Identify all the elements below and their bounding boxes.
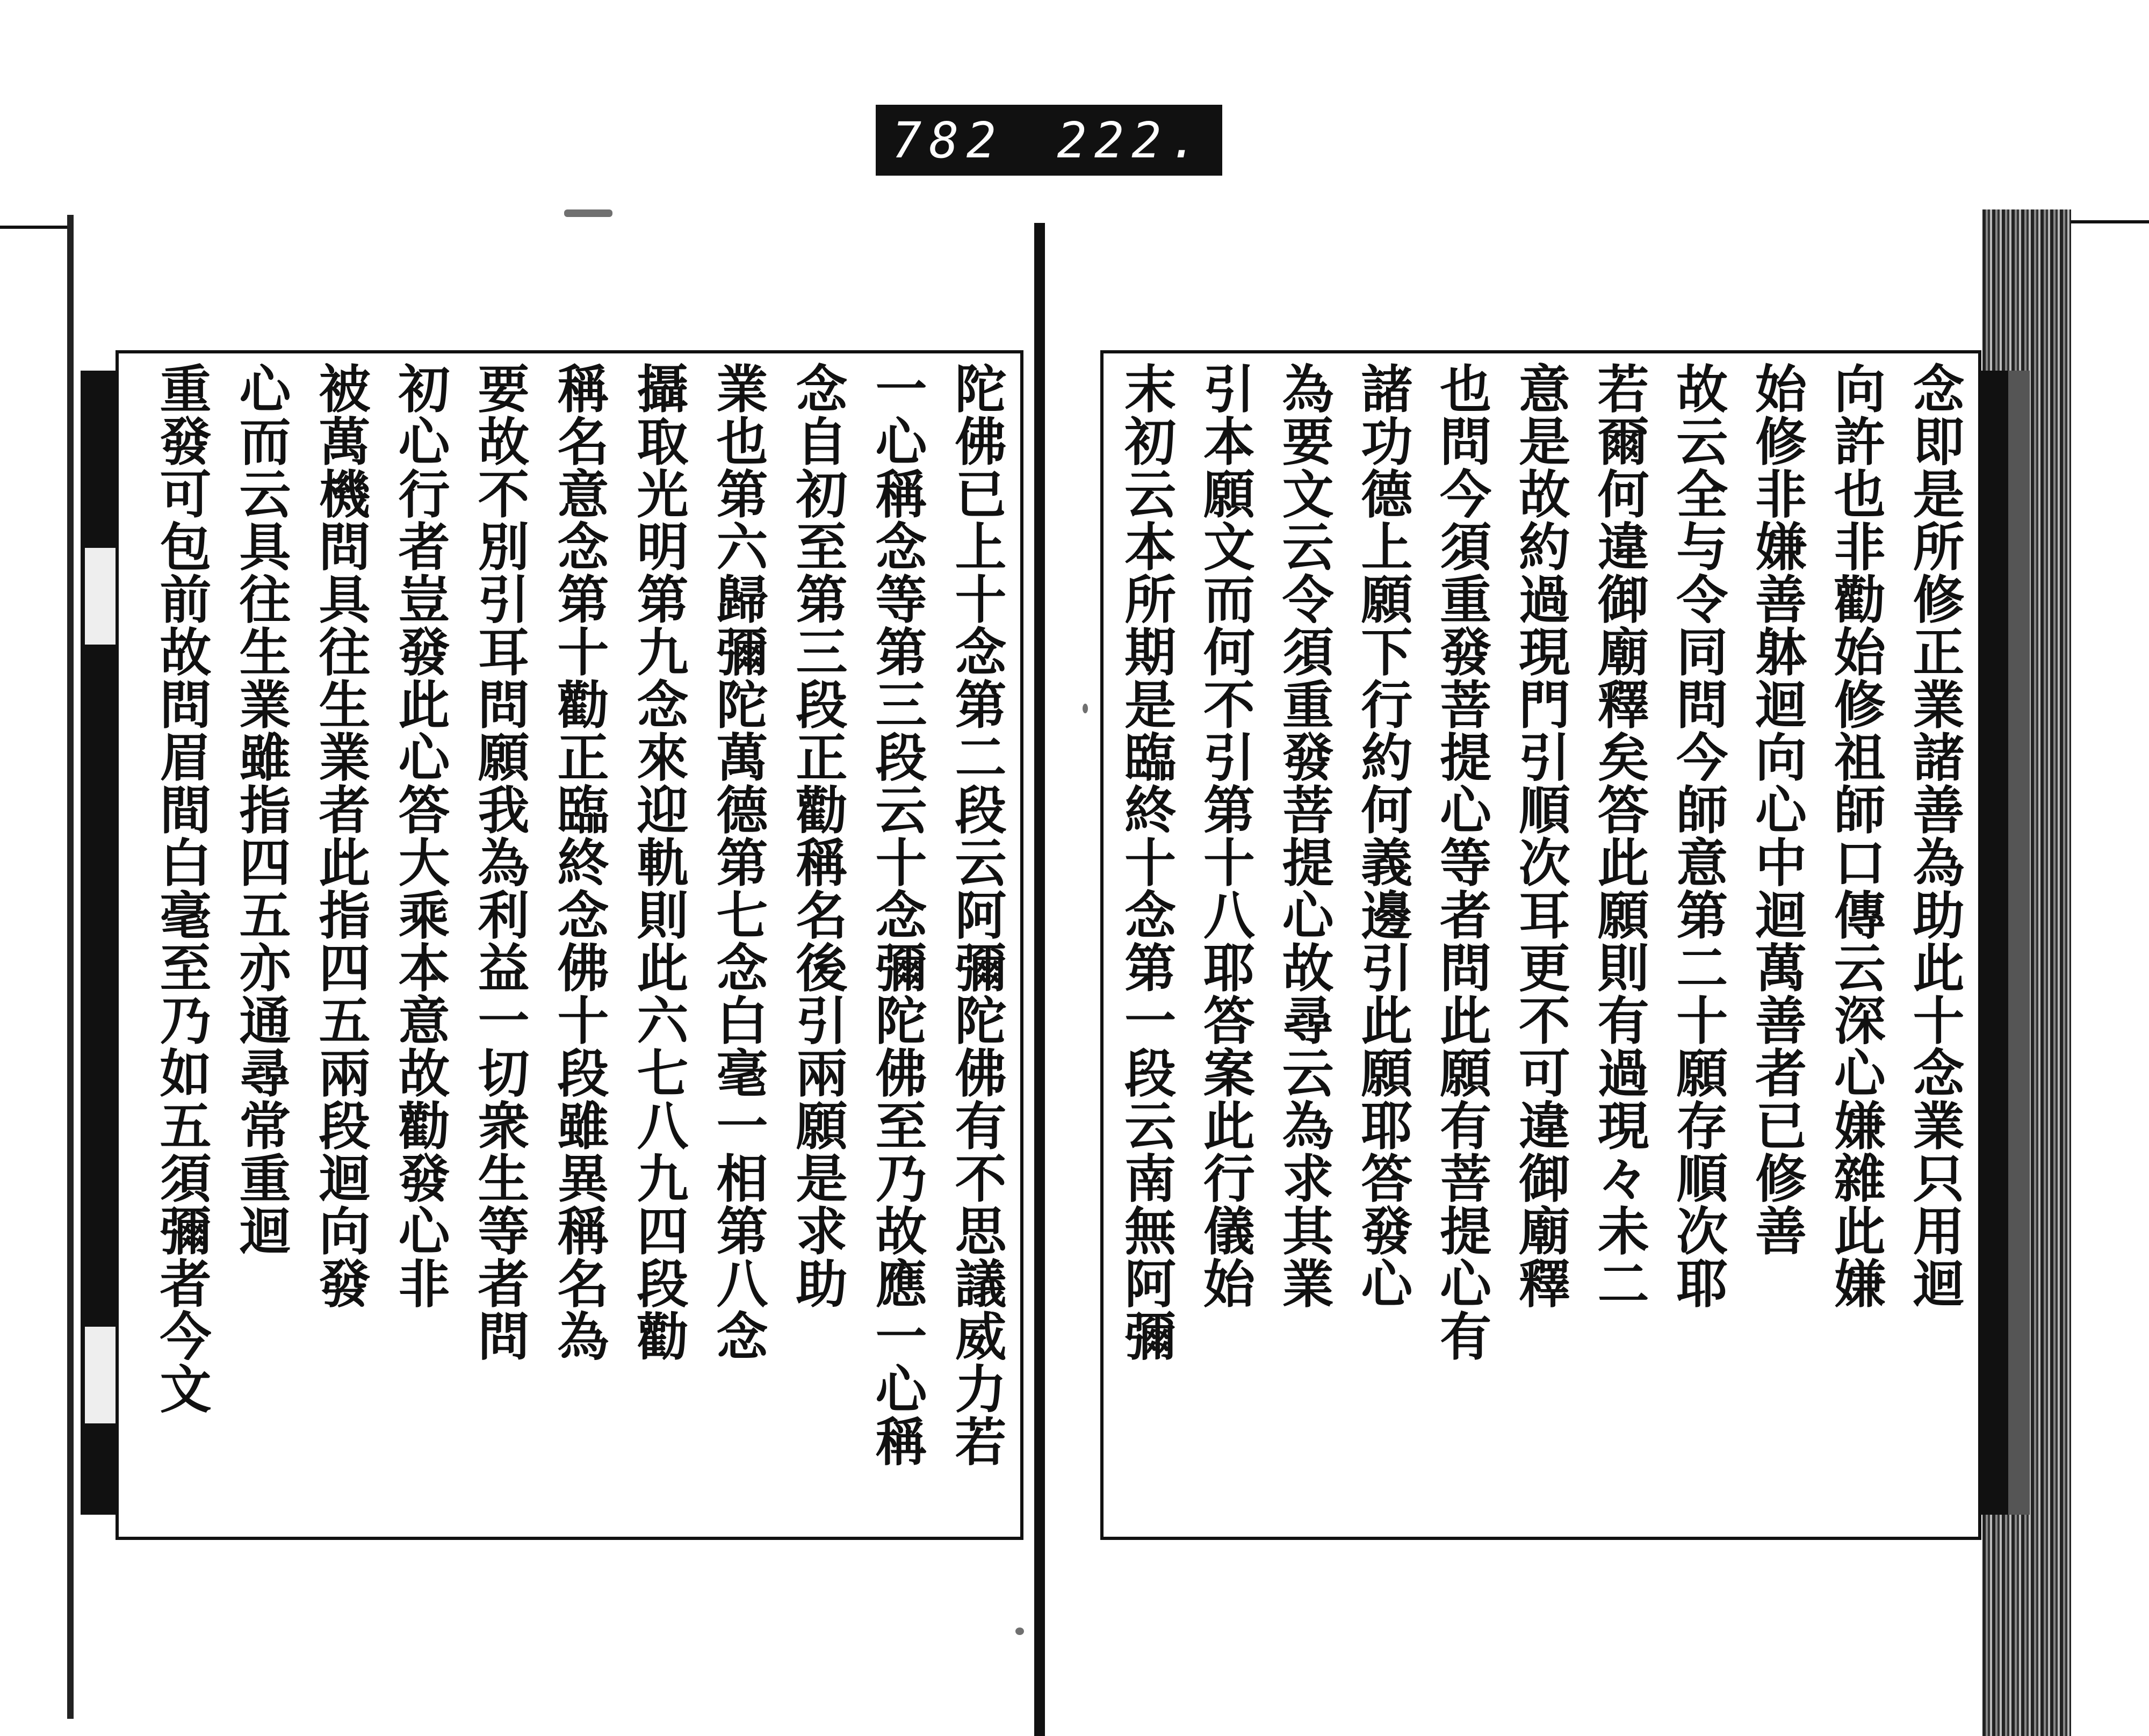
film-frame-label	[876, 105, 1222, 176]
text-column: 稱名意念第十勸正臨終念佛十段雖異稱名為	[549, 362, 610, 1362]
text-column: 諸功德上願下行約何義邊引此願耶答發心	[1352, 362, 1414, 1310]
text-column: 末初云本所期是臨終十念第一段云南無阿彌	[1116, 362, 1177, 1362]
text-column: 若爾何違御廟釋矣答此願則有過現々未二	[1589, 362, 1650, 1310]
text-column: 要故不別引耳問願我為利益一切衆生等者問	[470, 362, 530, 1362]
text-column: 一心稱念等第三段云十念彌陀佛至乃故應一心稱	[867, 362, 928, 1467]
text-column: 念自初至第三段正勸稱名後引兩願是求助	[788, 362, 848, 1310]
text-column: 意是故約過現門引順次耳更不可違御廟釋	[1510, 362, 1571, 1310]
text-column: 念即是所修正業諸善為助此十念業只用迴	[1905, 362, 1965, 1310]
text-column: 始修非嫌善躰迴向心中迴萬善者已修善	[1747, 362, 1808, 1257]
text-column: 陀佛已上十念第二段云阿彌陀佛有不思議威力若	[947, 362, 1007, 1467]
book-spine	[1034, 223, 1045, 1736]
text-column: 業也第六歸彌陀萬德第七念白毫一相第八念	[708, 362, 769, 1362]
ink-speck	[1015, 1628, 1024, 1635]
text-column: 為要文云令須重發菩提心故尋云為求其業	[1274, 362, 1335, 1310]
text-column: 向許也非勸始修祖師口傳云深心嫌雜此嫌	[1826, 362, 1887, 1310]
text-column: 被萬機問具往生業者此指四五兩段迴向發	[311, 362, 371, 1310]
ink-speck	[564, 209, 612, 217]
text-column: 重發可包前故問眉間白毫至乃如五須彌者今文	[152, 362, 212, 1415]
frame-number-left: 782	[892, 111, 1004, 169]
right-page-columns	[1110, 362, 1972, 1528]
frame-number-right: 222.	[1057, 111, 1206, 169]
ink-speck	[1083, 704, 1088, 713]
text-column: 心而云具往生業雖指四五亦通尋常重迴	[231, 362, 292, 1257]
text-column: 初心行者豈發此心答大乘本意故勸發心非	[390, 362, 451, 1310]
text-column: 也問今須重發菩提心等者問此願有菩提心有	[1431, 362, 1492, 1362]
text-column: 攝取光明第九念來迎軌則此六七八九四段勸	[629, 362, 689, 1362]
left-page-text-block	[116, 350, 1023, 1540]
right-page-text-block	[1100, 350, 1981, 1540]
text-column: 故云全与令同問今師意第二十願存順次耶	[1668, 362, 1729, 1310]
text-column: 引本願文而何不引第十八耶答案此行儀始	[1195, 362, 1256, 1310]
left-page-columns	[125, 362, 1014, 1528]
